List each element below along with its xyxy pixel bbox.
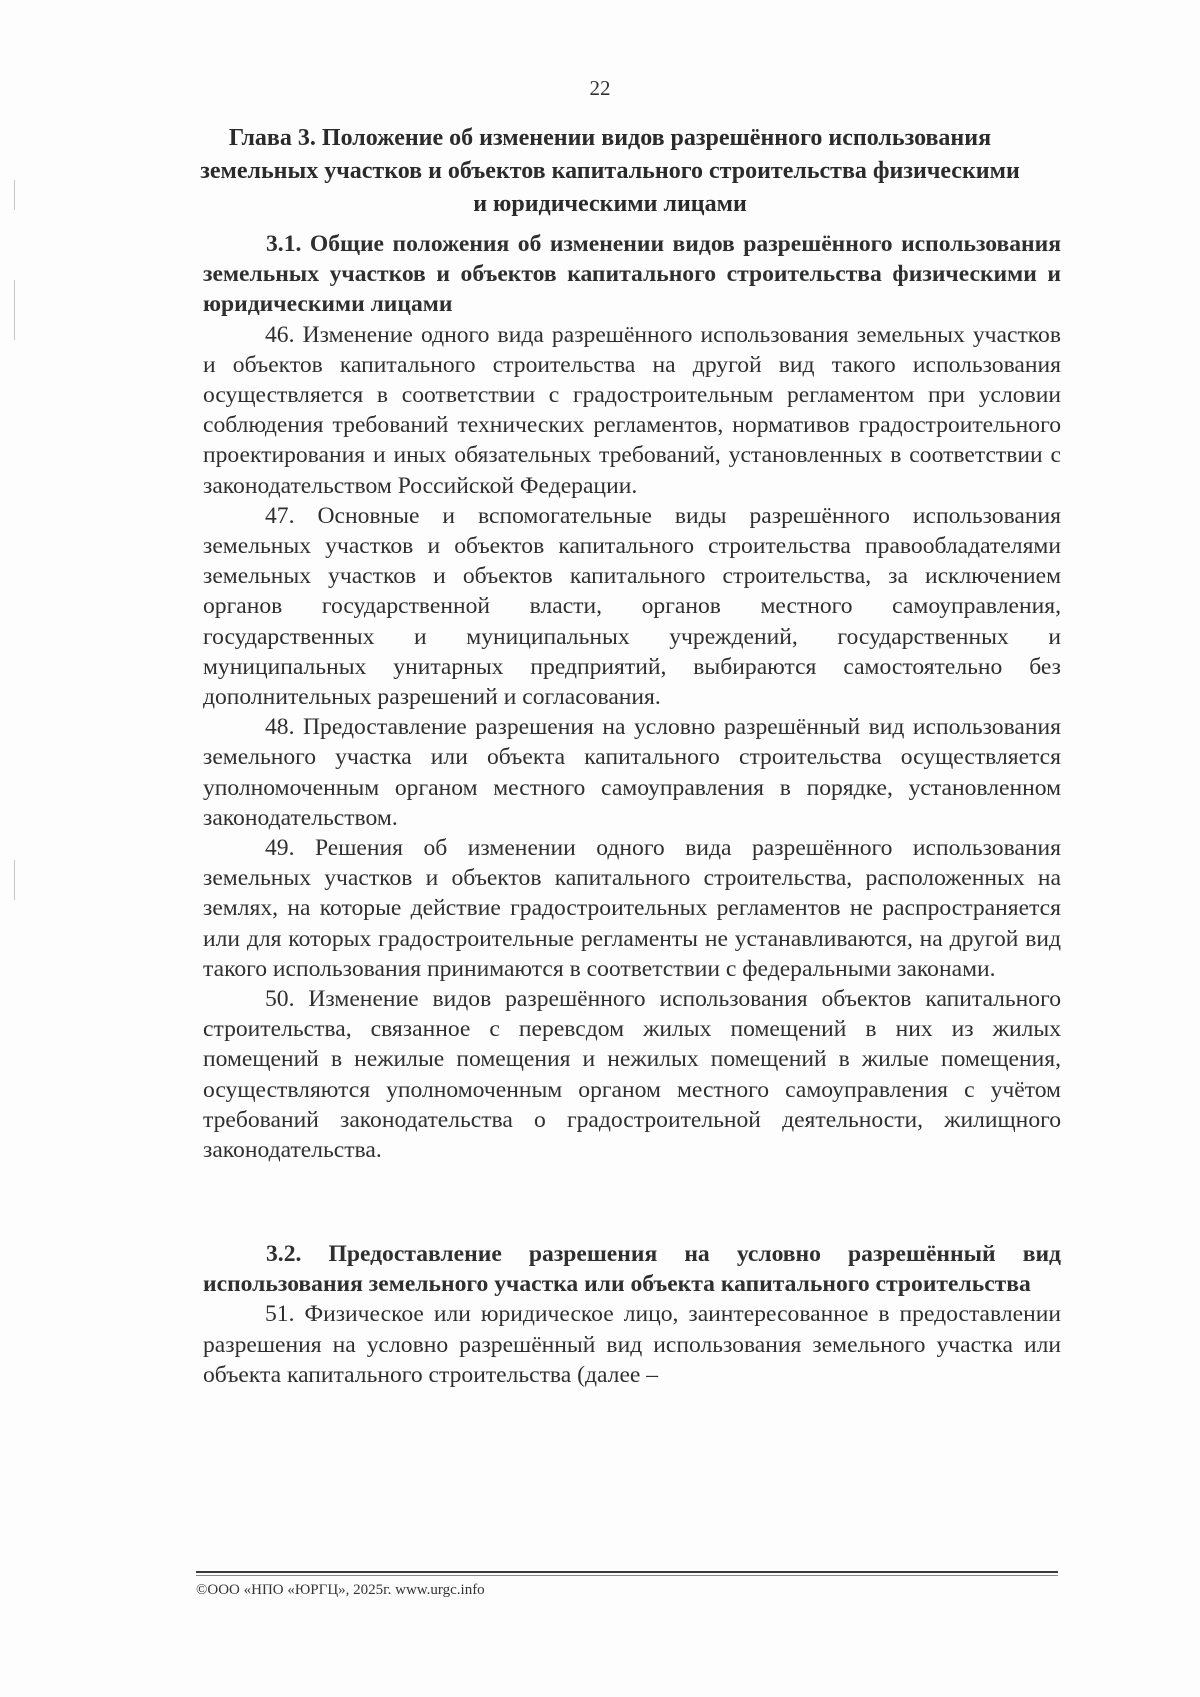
paragraph: 50. Изменение видов разрешённого использования объектов капитального строительства, связанное с перевсдом жилых помещений в них из жилых помещений в нежилые помещения и нежилых помещений в жилые помещения, осуществляются уполномоченным органом местного самоуправления с учётом требований законодательства о градостроительной деятельности, жилищного законодательства. (203, 986, 1061, 1164)
paragraph: 46. Изменение одного вида разрешённого использования земельных участков и объектов капитального строительства на другой вид такого использования осуществляется в соответствии с градостроительным регламентом при условии соблюдения требований технических регламентов, нормативов градостроительного проектирования и иных обязательных требований, установленных в соответствии с законодательством Российской Федерации. (203, 321, 1061, 499)
footer-copyright: ©ООО «НПО «ЮРГЦ», 2025г. www.urgc.info (196, 1582, 485, 1598)
scan-edge-mark (14, 860, 15, 900)
paragraph: 51. Физическое или юридическое лицо, заинтересованное в предоставлении разрешения на условно разрешённый вид использования земельного участка или объекта капитального строительства (далее – (203, 1301, 1061, 1388)
paragraph: 47. Основные и вспомогательные виды разрешённого использования земельных участков и объектов капитального строительства правообладателями земельных участков и объектов капитального строительства, за исключением органов государственной власти, органов местного самоуправления, государственных и муниципальных учреждений, государственных и муниципальных унитарных предприятий, выбираются самостоятельно без дополнительных разрешений и согласования. (203, 502, 1061, 711)
chapter-title: Глава 3. Положение об изменении видов разрешённого использования земельных участков и объектов капитального строительства физическими и юридическими лицами (200, 125, 1020, 217)
section-heading: 3.1. Общие положения об изменении видов разрешённого использования земельных участков и объектов капитального строительства физическими и юридическими лицами (203, 231, 1061, 318)
scan-edge-mark (14, 180, 15, 210)
section-heading: 3.2. Предоставление разрешения на условно разрешённый вид использования земельного участка или объекта капитального строительства (203, 1241, 1061, 1298)
page-number: 22 (589, 76, 611, 100)
scan-edge-mark (14, 280, 15, 340)
section-block (203, 1239, 1061, 1390)
footer-divider-thin (196, 1575, 1058, 1576)
footer-divider (196, 1571, 1058, 1573)
paragraph: 48. Предоставление разрешения на условно разрешённый вид использования земельного участка или объекта капитального строительства осуществляется уполномоченным органом местного самоуправления в порядке, установленном законодательством. (203, 714, 1061, 831)
paragraph: 49. Решения об изменении одного вида разрешённого использования земельных участков и объектов капитального строительства, расположенных на землях, на которые действие градостроительных регламентов не распространяется или для которых градостроительные регламенты не устанавливаются, на другой вид такого использования принимаются в соответствии с федеральными законами. (203, 835, 1061, 982)
section-block (203, 229, 1061, 1165)
